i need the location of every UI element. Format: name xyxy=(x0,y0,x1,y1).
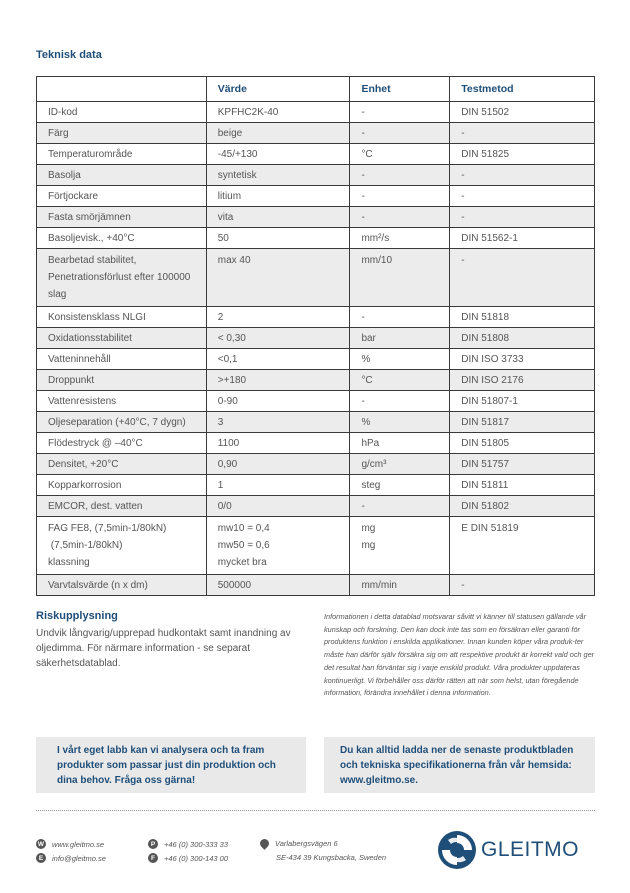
cell-method: DIN 51808 xyxy=(450,328,595,349)
fax-icon: F xyxy=(148,853,158,863)
cell-value: 1100 xyxy=(206,433,350,454)
table-row xyxy=(37,496,595,517)
cell-value: max 40 xyxy=(206,249,350,307)
table-header-row xyxy=(37,77,595,102)
cell-property: Basoljevisk., +40°C xyxy=(37,228,207,249)
footer-street-text: Varlabergsvägen 6 xyxy=(275,839,338,848)
cell-unit: bar xyxy=(350,328,450,349)
cell-unit: - xyxy=(350,207,450,228)
logo-text: GLEITMO xyxy=(481,838,580,861)
cell-method: - xyxy=(450,123,595,144)
logo-icon xyxy=(437,830,477,870)
cell-method: - xyxy=(450,165,595,186)
table-row xyxy=(37,123,595,144)
cell-property: ID-kod xyxy=(37,102,207,123)
cell-value: mw10 = 0,4 mw50 = 0,6 mycket bra xyxy=(206,517,350,575)
cell-method: - xyxy=(450,207,595,228)
cell-unit: mm/min xyxy=(350,575,450,596)
cell-method: - xyxy=(450,249,595,307)
footer-email[interactable] xyxy=(36,853,106,863)
header-unit: Enhet xyxy=(350,77,450,102)
cell-method: DIN 51757 xyxy=(450,454,595,475)
table-row xyxy=(37,370,595,391)
cell-property: Flödestryck @ –40°C xyxy=(37,433,207,454)
footer-address xyxy=(260,839,338,848)
cell-value: vita xyxy=(206,207,350,228)
cell-unit: °C xyxy=(350,144,450,165)
cell-value: 3 xyxy=(206,412,350,433)
footer-divider xyxy=(36,810,595,811)
cell-property: Varvtalsvärde (n x dm) xyxy=(37,575,207,596)
cell-method: DIN 51818 xyxy=(450,307,595,328)
cell-method: DIN ISO 2176 xyxy=(450,370,595,391)
location-pin-icon xyxy=(258,837,271,850)
cell-property: Temperaturområde xyxy=(37,144,207,165)
cell-value: <0,1 xyxy=(206,349,350,370)
table-row xyxy=(37,412,595,433)
cell-value: 50 xyxy=(206,228,350,249)
cell-method: DIN ISO 3733 xyxy=(450,349,595,370)
cell-property: FAG FE8, (7,5min-1/80kN) (7,5min-1/80kN) klassning xyxy=(37,517,207,575)
table-row xyxy=(37,517,595,575)
cell-value: 1 xyxy=(206,475,350,496)
footer-email-text[interactable]: info@gleitmo.se xyxy=(52,853,106,863)
table-row xyxy=(37,433,595,454)
cell-method: - xyxy=(450,186,595,207)
email-icon: E xyxy=(36,853,46,863)
download-callout: Du kan alltid ladda ner de senaste produktbladen och tekniska specifikationerna från vår hemsida: www.gleitmo.se. xyxy=(324,737,595,793)
cell-value: -45/+130 xyxy=(206,144,350,165)
footer-fax-text: +46 (0) 300-143 00 xyxy=(164,853,229,863)
cell-method: DIN 51502 xyxy=(450,102,595,123)
cell-property: Förtjockare xyxy=(37,186,207,207)
globe-icon: W xyxy=(37,840,45,848)
risk-text: Undvik långvarig/upprepad hudkontakt samt inandning av oljedimma. För närmare information - se separat säkerhetsdatablad. xyxy=(36,628,291,669)
table-row xyxy=(37,349,595,370)
cell-unit: - xyxy=(350,391,450,412)
cell-unit: - xyxy=(350,102,450,123)
table-row xyxy=(37,328,595,349)
cell-unit: steg xyxy=(350,475,450,496)
cell-value: < 0,30 xyxy=(206,328,350,349)
disclaimer-text: Informationen i detta datablad motsvarar såvitt vi känner till statusen gällande vår kunskap och forskning. Den kan dock inte tas som en försäkran eller garanti för produktens funktion i enskilda applikationer. Innan kunden köper våra produk-ter måste han därför själv försäkra sig om att respektive produkt är korrekt vald och ger det resultat han förväntar sig i varje enskild produkt. Våra produkter uppdateras kontinuerligt. Vi förbehåller oss därför rätten att när som helst, utan föregående information, förändra innehållet i denna information. xyxy=(324,612,595,698)
table-row xyxy=(37,228,595,249)
cell-unit: - xyxy=(350,186,450,207)
cell-method: E DIN 51819 xyxy=(450,517,595,575)
cell-property: Vattenresistens xyxy=(37,391,207,412)
cell-value: 0/0 xyxy=(206,496,350,517)
cell-method: DIN 51805 xyxy=(450,433,595,454)
cell-unit: °C xyxy=(350,370,450,391)
phone-icon: P xyxy=(148,839,158,849)
cell-unit: - xyxy=(350,496,450,517)
cell-property: Färg xyxy=(37,123,207,144)
footer-phone xyxy=(148,839,228,849)
cell-property: Konsistensklass NLGI xyxy=(37,307,207,328)
cell-method: DIN 51811 xyxy=(450,475,595,496)
table-row xyxy=(37,307,595,328)
cell-unit: - xyxy=(350,307,450,328)
cell-property: Oxidationsstabilitet xyxy=(37,328,207,349)
table-row xyxy=(37,165,595,186)
cell-value: syntetisk xyxy=(206,165,350,186)
risk-title: Riskupplysning xyxy=(36,610,118,622)
footer-fax xyxy=(148,853,228,863)
footer-city-text: SE-434 39 Kungsbacka, Sweden xyxy=(276,853,387,862)
cell-method: DIN 51825 xyxy=(450,144,595,165)
table-row xyxy=(37,102,595,123)
technical-data-table xyxy=(36,76,595,596)
header-property xyxy=(37,77,207,102)
table-row xyxy=(37,186,595,207)
cell-value: beige xyxy=(206,123,350,144)
section-title: Teknisk data xyxy=(36,49,102,61)
cell-value: 0,90 xyxy=(206,454,350,475)
lab-callout: I vårt eget labb kan vi analysera och ta fram produkter som passar just din produktion och dina behov. Fråga oss gärna! xyxy=(36,737,306,793)
cell-value: 500000 xyxy=(206,575,350,596)
cell-method: DIN 51562-1 xyxy=(450,228,595,249)
table-row xyxy=(37,249,595,307)
cell-property: Vatteninnehåll xyxy=(37,349,207,370)
cell-property: Bearbetad stabilitet, Penetrationsförlust efter 100000 slag xyxy=(37,249,207,307)
cell-method: DIN 51817 xyxy=(450,412,595,433)
cell-unit: hPa xyxy=(350,433,450,454)
cell-property: Oljeseparation (+40°C, 7 dygn) xyxy=(37,412,207,433)
cell-unit: g/cm³ xyxy=(350,454,450,475)
cell-property: Kopparkorrosion xyxy=(37,475,207,496)
cell-property: EMCOR, dest. vatten xyxy=(37,496,207,517)
table-row xyxy=(37,454,595,475)
cell-value: litium xyxy=(206,186,350,207)
cell-unit: mm/10 xyxy=(350,249,450,307)
cell-property: Densitet, +20°C xyxy=(37,454,207,475)
footer-web-text[interactable]: www.gleitmo.se xyxy=(52,839,105,849)
cell-method: DIN 51807-1 xyxy=(450,391,595,412)
cell-method: - xyxy=(450,575,595,596)
cell-property: Fasta smörjämnen xyxy=(37,207,207,228)
cell-property: Basolja xyxy=(37,165,207,186)
cell-value: KPFHC2K-40 xyxy=(206,102,350,123)
table-row xyxy=(37,207,595,228)
cell-value: 0-90 xyxy=(206,391,350,412)
cell-value: 2 xyxy=(206,307,350,328)
table-row xyxy=(37,575,595,596)
cell-method: DIN 51802 xyxy=(450,496,595,517)
cell-unit: - xyxy=(350,123,450,144)
cell-value: >+180 xyxy=(206,370,350,391)
footer-phone-text: +46 (0) 300-333 33 xyxy=(164,839,229,849)
footer-city xyxy=(276,853,386,862)
cell-property: Droppunkt xyxy=(37,370,207,391)
table-row xyxy=(37,144,595,165)
cell-unit: - xyxy=(350,165,450,186)
header-method: Testmetod xyxy=(450,77,595,102)
table-row xyxy=(37,391,595,412)
cell-unit: mg mg xyxy=(350,517,450,575)
header-value: Värde xyxy=(206,77,350,102)
table-row xyxy=(37,475,595,496)
cell-unit: % xyxy=(350,412,450,433)
cell-unit: mm²/s xyxy=(350,228,450,249)
footer-web[interactable] xyxy=(36,839,104,849)
cell-unit: % xyxy=(350,349,450,370)
gleitmo-logo xyxy=(437,830,579,870)
